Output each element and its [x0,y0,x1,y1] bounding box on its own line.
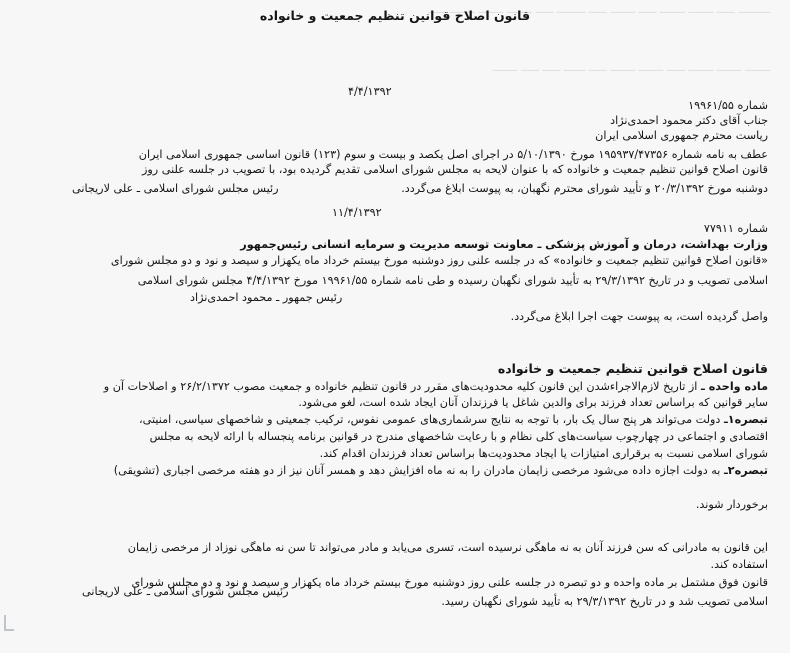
letter1-number: شماره ۱۹۹۶۱/۵۵ [688,99,768,112]
law-line [114,463,768,478]
law-text: به دولت اجازه داده می‌شود مرخصی زایمان مادران را به نه ماه افزایش دهد و همسر آنان نیز از دو هفته مرخصی اجباری (تشویقی) [113,464,721,477]
law-text: از تاریخ لازم‌الاجراءشدن این قانون کلیه محدودیت‌های مقرر در قانون تنظیم خانواده و جمعیت مصوب ۲۶/۲/۱۳۷۲ و اصلاحات آن و [103,380,698,393]
note2-label: تبصره۲ـ [723,464,768,477]
article-label: ماده واحده ـ [700,380,768,393]
letter1-signature: رئیس مجلس شورای اسلامی ـ علی لاریجانی [72,182,279,195]
law-line: این قانون به مادرانی که سن فرزند آنان به نه ماهگی نرسیده است، تسری می‌یابد و مادر می‌تواند تا سن نه ماهگی نوزاد از مرخصی زایمان [127,541,768,554]
letter2-signature: رئیس جمهور ـ محمود احمدی‌نژاد [190,291,343,304]
letter2-body-line: «قانون اصلاح قوانین تنظیم جمعیت و خانواده» که در جلسه علنی روز دوشنبه مورخ بیستم خرداد ماه یکهزار و سیصد و نود و دو مجلس شورای [110,254,768,267]
bleed-through-text: ـــــــــ ـــــ ـــــــ ـــــــ ـــــ ـــــــ ـــــ ــــــــ ـــــ ـــــــ ـــــــ ـــــــ ـــــ [428,2,770,16]
letter2-body-line: واصل گردیده است، به پیوست جهت اجرا ابلاغ می‌گردد. [510,310,768,323]
letter1-body-line: قانون اصلاح قوانین تنظیم جمعیت و خانواده که با عنوان لایحه به مجلس شورای اسلامی تقدیم گردیده بود، با تصویب در جلسه علنی روز [141,163,768,176]
note1-label: تبصره۱ـ [723,413,768,426]
law-title: قانون اصلاح قوانین تنظیم جمعیت و خانواده [497,361,768,376]
letter1-addressee: جناب آقای دکتر محمود احمدی‌نژاد [610,114,768,127]
law-line: اسلامی تصویب شد و در تاریخ ۲۹/۳/۱۳۹۲ به تأیید شورای نگهبان رسید. [441,595,768,608]
law-text: دولت می‌تواند هر پنج سال یک بار، با توجه به نتایج سرشماری‌های عمومی نفوس، ترکیب جمعیتی و شاخصهای سیاسی، امنیتی، [139,413,721,426]
law-line: اقتصادی و اجتماعی در چهارچوب سیاست‌های کلی نظام و با رعایت شاخصهای مندرج در قوانین برنامه پنجساله با ارائه لایحه به مجلس [149,430,768,443]
letter2-addressee: وزارت بهداشت، درمان و آموزش پزشکی ـ معاونت توسعه مدیریت و سرمایه انسانی رئیس‌جمهور [240,238,768,251]
bleed-through-text: ـــــــ ـــــــ ـــــــ ـــــ ـــــــ ـــــــ ـــــ ــــــ ـــــ ـــــ ـــــــ [492,60,770,74]
letter1-position: ریاست محترم جمهوری اسلامی ایران [595,129,768,142]
law-line: قانون فوق مشتمل بر ماده واحده و دو تبصره در جلسه علنی روز دوشنبه مورخ بیستم خرداد ماه یکهزار و سیصد و نود و دو مجلس شورای [131,576,768,589]
law-line [139,412,768,427]
letter2-body-line: اسلامی تصویب و در تاریخ ۲۹/۳/۱۳۹۲ به تأیید شورای نگهبان رسیده و طی نامه شماره ۱۹۹۶۱/۵۵ مورخ ۴/۴/۱۳۹۲ مجلس شورای اسلامی [137,274,768,287]
law-line: سایر قوانین که براساس تعداد فرزند برای والدین شاغل یا فرزندان آنان ایجاد شده است، لغو می‌شود. [298,396,768,409]
letter2-number: شماره ۷۷۹۱۱ [703,222,768,235]
letter1-body-line: دوشنبه مورخ ۲۰/۳/۱۳۹۲ و تأیید شورای محترم نگهبان، به پیوست ابلاغ می‌گردد. [401,182,768,195]
law-signature: رئیس مجلس شورای اسلامی ـ علی لاریجانی [82,585,289,598]
law-line [104,379,768,394]
law-line: برخوردار شوند. [695,498,768,511]
law-line: شورای اسلامی نسبت به برقراری امتیازات یا ایجاد محدودیت‌ها براساس تعداد فرزندان اقدام کند. [319,447,768,460]
law-line: استفاده کند. [710,558,768,571]
letter2-date: ۱۱/۴/۱۳۹۲ [332,206,382,219]
scan-corner-mark [4,615,14,631]
page-title: قانون اصلاح قوانین تنظیم جمعیت و خانواده [259,8,531,23]
letter1-date: ۴/۴/۱۳۹۲ [348,85,392,98]
letter1-body-line: عطف به نامه شماره ۱۹۵۹۳۷/۴۷۳۵۶ مورخ ۵/۱۰/۱۳۹۰ در اجرای اصل یکصد و بیست و سوم (۱۲۳) قانون اساسی جمهوری اسلامی ایران [138,148,768,161]
